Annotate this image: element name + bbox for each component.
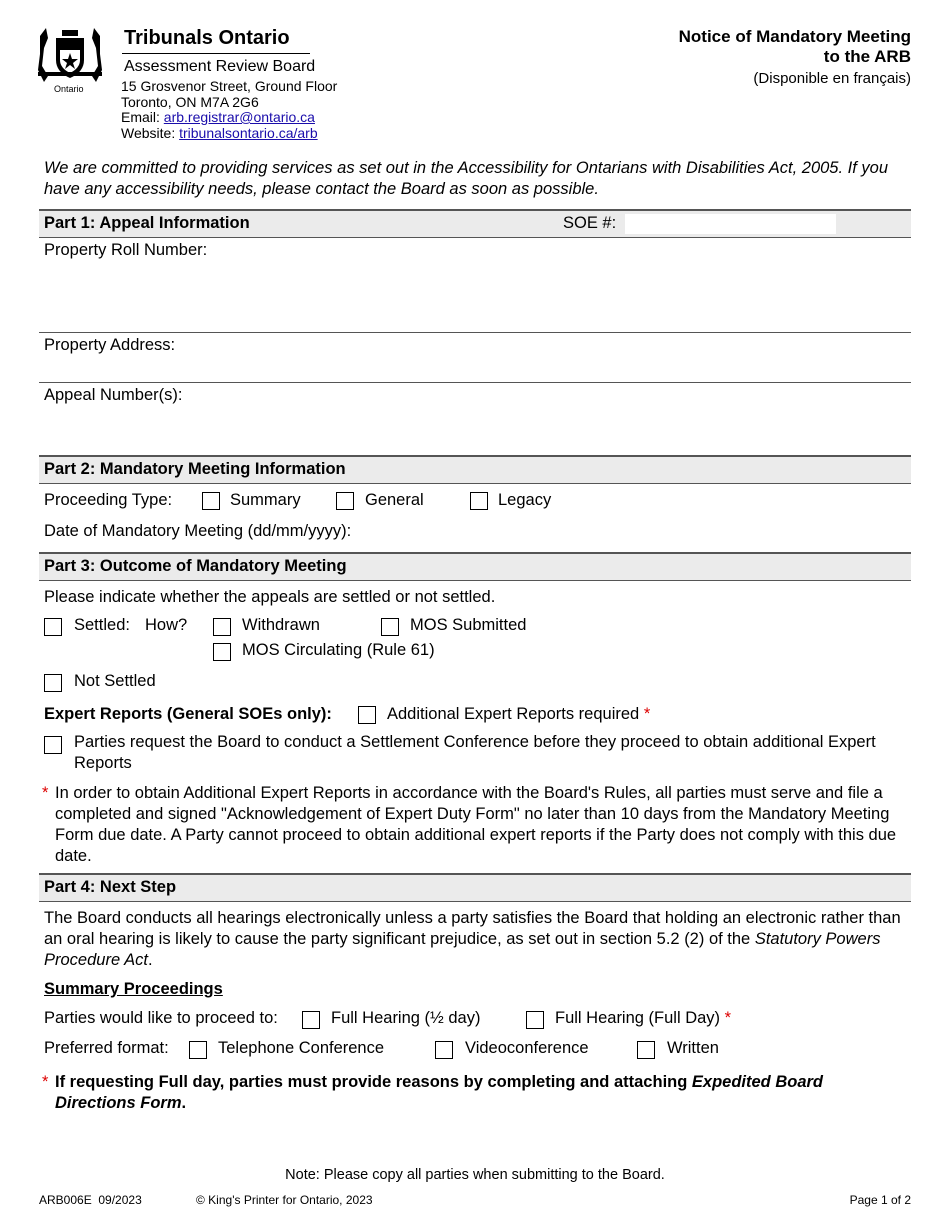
meeting-date-label: Date of Mandatory Meeting (dd/mm/yyyy): (44, 522, 352, 540)
part3-heading: Part 3: Outcome of Mandatory Meeting (44, 557, 347, 575)
part4-heading: Part 4: Next Step (44, 878, 177, 896)
copy-parties-note: Note: Please copy all parties when submitting to the Board. (285, 1167, 665, 1183)
expert-footnote: In order to obtain Additional Expert Reports in accordance with the Board's Rules, all parties must serve and file a completed and signed "Acknowledgement of Expert Duty Form" no later than 10 days from the Mandatory Meeting Form due date. A Party cannot proceed to obtain additional expert reports if the Party does not comply with this due date. (55, 784, 897, 865)
copyright: © King's Printer for Ontario, 2023 (196, 1193, 373, 1207)
full-hearing-half-day-label: Full Hearing (½ day) (331, 1009, 481, 1027)
mos-circulating-checkbox[interactable] (213, 643, 231, 661)
written-label: Written (667, 1039, 719, 1057)
appeal-numbers-field[interactable] (200, 386, 905, 450)
contact-block (121, 79, 337, 141)
full-hearing-half-day-checkbox[interactable] (302, 1011, 320, 1029)
address-line-1: 15 Grosvenor Street, Ground Floor (121, 78, 338, 94)
website-link[interactable]: tribunalsontario.ca/arb (179, 124, 318, 141)
meeting-date-field[interactable] (370, 520, 905, 544)
org-divider (122, 53, 310, 54)
email-label: Email: (121, 109, 164, 125)
property-address-label: Property Address: (44, 336, 176, 354)
summary-proceedings-heading: Summary Proceedings (44, 980, 223, 998)
mos-submitted-label: MOS Submitted (410, 616, 527, 634)
full-day-note-text: If requesting Full day, parties must provide reasons by completing and attaching (55, 1073, 692, 1091)
soe-input[interactable] (625, 214, 836, 234)
summary-option-label: Summary (230, 491, 301, 509)
form-title-line-2: to the ARB (823, 47, 911, 66)
format-label: Preferred format: (44, 1039, 169, 1057)
settled-checkbox[interactable] (44, 618, 62, 636)
board-name: Assessment Review Board (124, 58, 316, 75)
not-settled-checkbox[interactable] (44, 674, 62, 692)
proceed-label: Parties would like to proceed to: (44, 1009, 278, 1027)
hearing-paragraph-end: . (147, 951, 153, 969)
full-hearing-full-day-checkbox[interactable] (526, 1011, 544, 1029)
form-title (679, 27, 911, 67)
settlement-conference-checkbox[interactable] (44, 736, 62, 754)
spa-act-title: Statutory Powers Procedure Act (44, 930, 881, 969)
additional-expert-checkbox[interactable] (358, 706, 376, 724)
telephone-label: Telephone Conference (218, 1039, 385, 1057)
org-name: Tribunals Ontario (124, 27, 290, 49)
full-hearing-full-day-label (555, 1008, 731, 1029)
appeal-numbers-label: Appeal Number(s): (44, 386, 183, 404)
settlement-conference-label: Parties request the Board to conduct a Settlement Conference before they proceed to obtain additional Expert Reports (74, 733, 876, 772)
legacy-option-label: Legacy (498, 491, 552, 509)
accessibility-note: We are committed to providing services as set out in the Accessibility for Ontarians with Disabilities Act, 2005. If you have any accessibility needs, please contact the Board as soon as possible. (44, 159, 888, 198)
page-number: Page 1 of 2 (849, 1193, 911, 1207)
roll-number-label: Property Roll Number: (44, 241, 208, 259)
videoconference-checkbox[interactable] (435, 1041, 453, 1059)
full-day-note-end: . (181, 1094, 187, 1112)
withdrawn-label: Withdrawn (242, 616, 320, 634)
form-code: ARB006E 09/2023 (39, 1193, 142, 1207)
french-availability: (Disponible en français) (753, 70, 911, 87)
part2-header (39, 455, 911, 484)
settled-label: Settled: (74, 616, 130, 634)
additional-expert-text: Additional Expert Reports required (387, 705, 640, 723)
divider (39, 332, 911, 333)
footnote-asterisk: * (42, 784, 49, 802)
part1-header (39, 209, 911, 238)
videoconference-label: Videoconference (465, 1039, 589, 1057)
part3-header (39, 552, 911, 581)
property-address-field[interactable] (200, 336, 905, 378)
full-day-text: Full Hearing (Full Day) (555, 1009, 721, 1027)
proceeding-type-label: Proceeding Type: (44, 491, 173, 509)
general-checkbox[interactable] (336, 492, 354, 510)
mos-submitted-checkbox[interactable] (381, 618, 399, 636)
logo-caption: Ontario (54, 84, 84, 94)
full-day-note (55, 1072, 895, 1114)
required-asterisk: * (724, 1009, 732, 1027)
roll-number-field[interactable] (250, 242, 905, 326)
telephone-checkbox[interactable] (189, 1041, 207, 1059)
expert-reports-label: Expert Reports (General SOEs only): (44, 705, 332, 723)
legacy-checkbox[interactable] (470, 492, 488, 510)
part4-header (39, 873, 911, 902)
general-option-label: General (365, 491, 424, 509)
additional-expert-label (387, 704, 650, 725)
how-label: How? (145, 616, 188, 634)
email-link[interactable]: arb.registrar@ontario.ca (163, 109, 315, 125)
written-checkbox[interactable] (637, 1041, 655, 1059)
not-settled-label: Not Settled (74, 672, 156, 690)
settled-instruction: Please indicate whether the appeals are settled or not settled. (44, 588, 496, 606)
soe-label: SOE #: (563, 214, 617, 232)
mos-circulating-label: MOS Circulating (Rule 61) (242, 641, 435, 659)
divider (39, 382, 911, 383)
hearing-paragraph (44, 908, 906, 971)
address-line-2: Toronto, ON M7A 2G6 (121, 93, 259, 110)
form-title-line-1: Notice of Mandatory Meeting (678, 27, 911, 46)
summary-checkbox[interactable] (202, 492, 220, 510)
part1-heading: Part 1: Appeal Information (44, 214, 250, 232)
website-label: Website: (121, 124, 180, 141)
withdrawn-checkbox[interactable] (213, 618, 231, 636)
note-asterisk: * (42, 1073, 49, 1091)
required-asterisk: * (643, 705, 651, 723)
hearing-paragraph-text: The Board conducts all hearings electronically unless a party satisfies the Board that holding an electronic rather than an oral hearing is likely to cause the party significant prejudice, as set out in section 5.2 (2) of the (44, 909, 901, 948)
part2-heading: Part 2: Mandatory Meeting Information (44, 460, 346, 478)
expedited-form-name: Expedited Board Directions Form (55, 1073, 824, 1112)
